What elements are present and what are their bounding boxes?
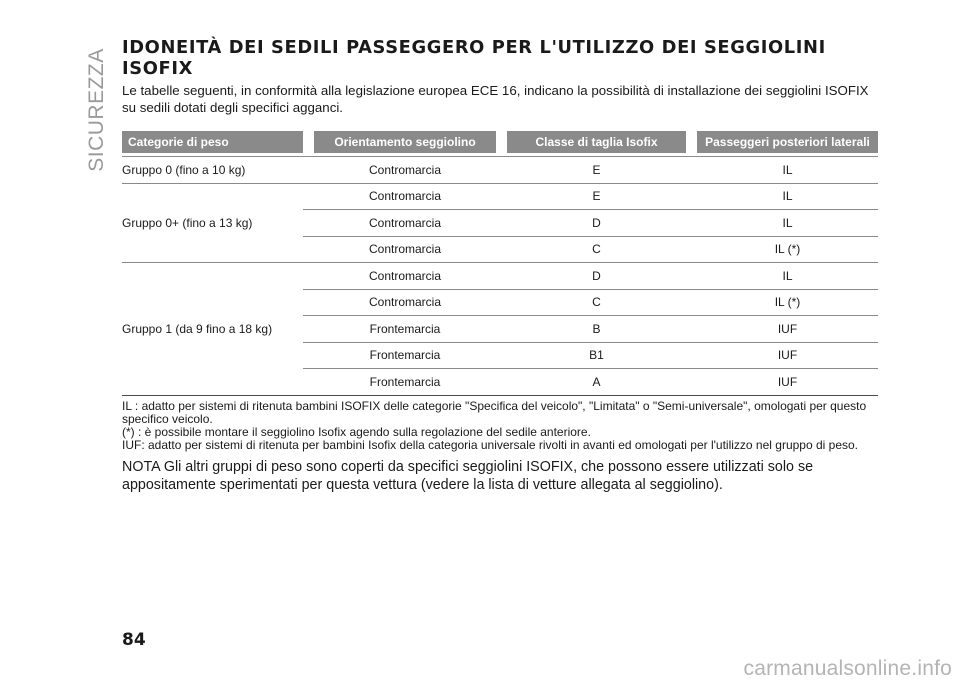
note-asterisk: (*) : è possibile montare il seggiolino Isofix agendo sulla regolazione del sedile anteriore. <box>122 424 591 439</box>
rear-seat-cell: IUF <box>697 316 878 343</box>
watermark-text: carmanualsonline.info <box>743 657 952 680</box>
orientation-cell: Contromarcia <box>314 236 496 263</box>
size-class-cell: D <box>507 263 686 290</box>
rear-seat-cell: IL <box>697 263 878 290</box>
rear-seat-cell: IL <box>697 157 878 184</box>
size-class-cell: B1 <box>507 342 686 369</box>
size-class-cell: E <box>507 157 686 184</box>
size-class-cell: A <box>507 369 686 396</box>
table-row <box>122 157 878 184</box>
table-header-row <box>122 131 878 153</box>
orientation-cell: Contromarcia <box>314 183 496 210</box>
rear-seat-cell: IL (*) <box>697 236 878 263</box>
size-class-cell: C <box>507 236 686 263</box>
table-notes <box>122 400 878 452</box>
size-class-cell: B <box>507 316 686 343</box>
page-content <box>122 38 878 495</box>
size-class-cell: D <box>507 210 686 237</box>
orientation-cell: Frontemarcia <box>314 369 496 396</box>
table-row <box>122 183 878 210</box>
page-title: IDONEITÀ DEI SEDILI PASSEGGERO PER L'UTILIZZO DEI SEGGIOLINI ISOFIX <box>122 38 826 79</box>
nota-paragraph: NOTA Gli altri gruppi di peso sono coperti da specifici seggiolini ISOFIX, che possono essere utilizzati solo se appositamente sperimentati per questa vettura (vedere la lista di vetture allegata al seggiolino). <box>122 458 814 493</box>
size-class-cell: C <box>507 289 686 316</box>
page-number: 84 <box>122 630 146 650</box>
orientation-cell: Contromarcia <box>314 263 496 290</box>
orientation-cell: Frontemarcia <box>314 342 496 369</box>
rear-seat-cell: IUF <box>697 342 878 369</box>
rear-seat-cell: IUF <box>697 369 878 396</box>
weight-category-cell: Gruppo 1 (da 9 fino a 18 kg) <box>122 263 303 396</box>
table-row <box>122 263 878 290</box>
rear-seat-cell: IL (*) <box>697 289 878 316</box>
orientation-cell: Contromarcia <box>314 289 496 316</box>
section-side-tab <box>84 45 110 175</box>
size-class-cell: E <box>507 183 686 210</box>
isofix-table <box>122 131 878 396</box>
header-weight-category: Categorie di peso <box>122 131 303 153</box>
intro-paragraph: Le tabelle seguenti, in conformità alla legislazione europea ECE 16, indicano la possibilità di installazione dei seggiolini ISOFIX su sedili dotati degli specifici agganci. <box>122 83 869 115</box>
header-size-class: Classe di taglia Isofix <box>507 131 686 153</box>
note-il: IL : adatto per sistemi di ritenuta bambini ISOFIX delle categorie "Specifica del veicolo", "Limitata" o "Semi-universale", omologati per questo specifico veicolo. <box>122 398 867 426</box>
rear-seat-cell: IL <box>697 183 878 210</box>
rear-seat-cell: IL <box>697 210 878 237</box>
weight-category-cell: Gruppo 0+ (fino a 13 kg) <box>122 183 303 263</box>
note-iuf: IUF: adatto per sistemi di ritenuta per bambini Isofix della categoria universale rivolti in avanti ed omologati per l'utilizzo nel gruppo di peso. <box>122 437 859 452</box>
weight-category-cell: Gruppo 0 (fino a 10 kg) <box>122 157 303 184</box>
header-rear-seats: Passeggeri posteriori laterali <box>697 131 878 153</box>
orientation-cell: Contromarcia <box>314 210 496 237</box>
section-label: SICUREZZA <box>85 48 108 172</box>
orientation-cell: Frontemarcia <box>314 316 496 343</box>
orientation-cell: Contromarcia <box>314 157 496 184</box>
header-orientation: Orientamento seggiolino <box>314 131 496 153</box>
